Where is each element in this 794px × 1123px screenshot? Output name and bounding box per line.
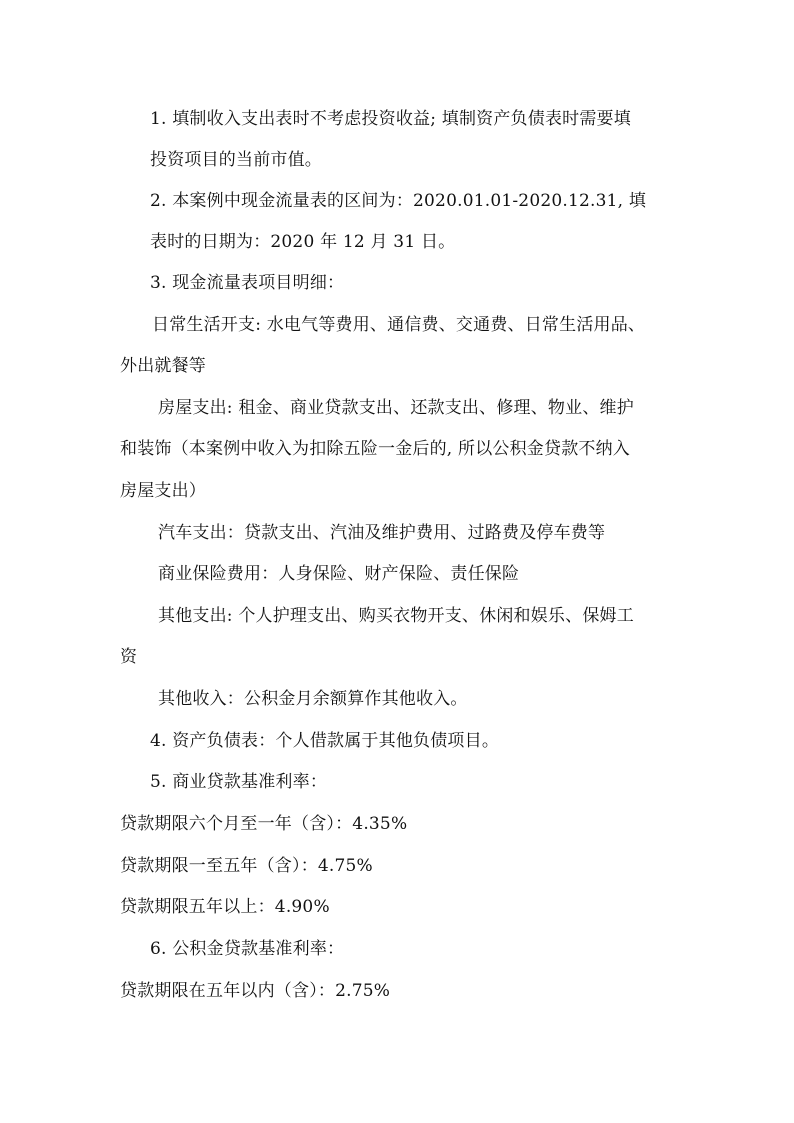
item5-heading: 5. 商业贷款基准利率： [150,772,328,792]
commercial-rate-3: 贷款期限五年以上：4.90% [120,897,330,917]
daily-expense-line1: 日常生活开支: 水电气等费用、通信费、交通费、日常生活用品、 [152,315,646,335]
other-expense-line1: 其他支出: 个人护理支出、购买衣物开支、休闲和娱乐、保姆工 [158,606,634,626]
item3-heading: 3. 现金流量表项目明细： [150,273,345,293]
item4: 4. 资产负债表：个人借款属于其他负债项目。 [150,731,500,751]
provident-fund-rate-1: 贷款期限在五年以内（含）：2.75% [120,981,391,1001]
other-income: 其他收入：公积金月余额算作其他收入。 [158,689,468,709]
commercial-rate-1: 贷款期限六个月至一年（含）：4.35% [120,814,408,834]
car-expense: 汽车支出：贷款支出、汽油及维护费用、过路费及停车费等 [158,523,606,543]
daily-expense-line2: 外出就餐等 [120,356,206,376]
commercial-rate-2: 贷款期限一至五年（含）：4.75% [120,856,373,876]
item1-line1: 1. 填制收入支出表时不考虑投资收益; 填制资产负债表时需要填 [150,109,631,129]
other-expense-line2: 资 [120,647,138,667]
housing-expense-line2: 和装饰（本案例中收入为扣除五险一金后的, 所以公积金贷款不纳入 [120,439,631,459]
item2-line1: 2. 本案例中现金流量表的区间为：2020.01.01-2020.12.31, 填 [150,191,647,211]
insurance-expense: 商业保险费用：人身保险、财产保险、责任保险 [158,564,520,584]
item6-heading: 6. 公积金贷款基准利率： [150,939,345,959]
item2-line2: 表时的日期为：2020 年 12 月 31 日。 [150,232,456,252]
housing-expense-line3: 房屋支出） [120,481,206,501]
housing-expense-line1: 房屋支出: 租金、商业贷款支出、还款支出、修理、物业、维护 [158,398,634,418]
item1-line2: 投资项目的当前市值。 [150,150,322,170]
